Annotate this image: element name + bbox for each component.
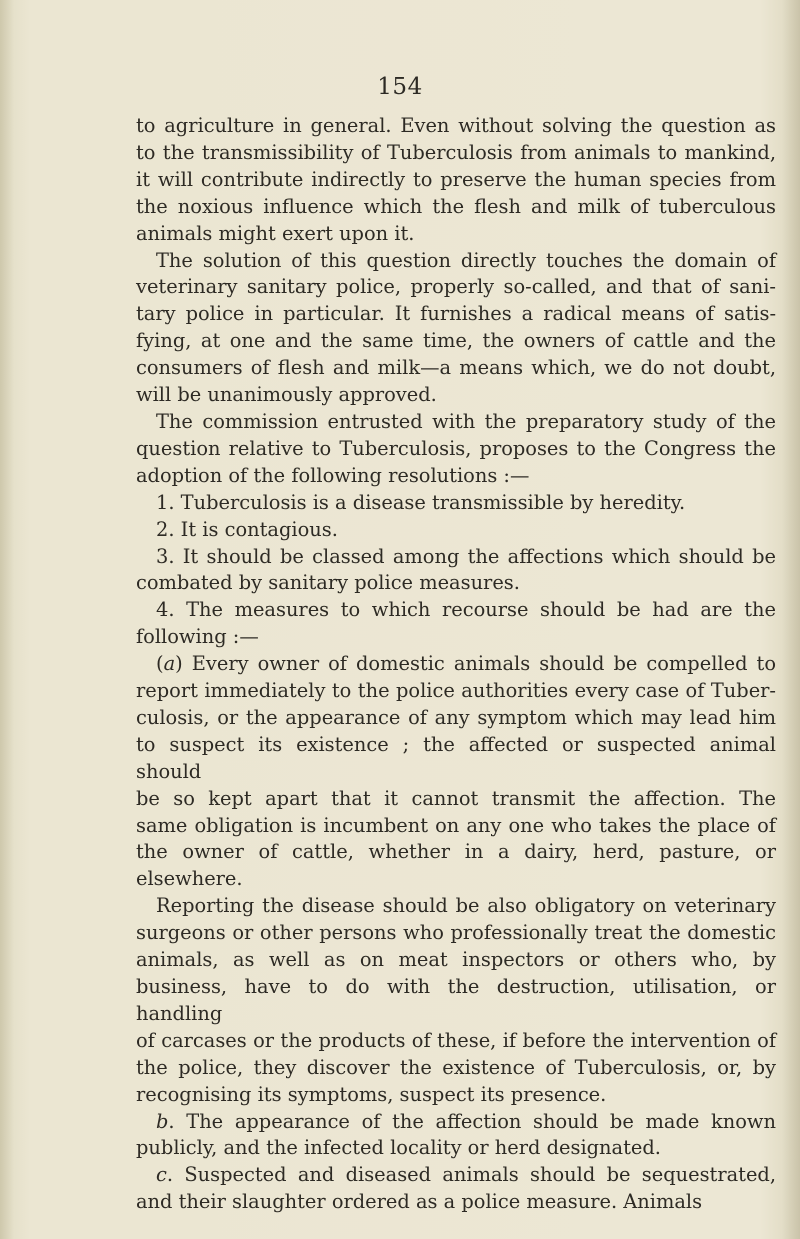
resolution-2 <box>136 517 776 544</box>
paragraph <box>136 409 776 490</box>
text-line: adoption of the following resolutions :— <box>136 463 530 487</box>
text-line: the police, they discover the existence of Tuberculosis, or, by <box>136 1055 776 1079</box>
paragraph <box>136 893 776 1108</box>
text-line: following :— <box>136 625 259 649</box>
text-line: Reporting the disease should be also obligatory on veterinary <box>156 894 776 918</box>
text-line: publicly, and the infected locality or herd designated. <box>136 1136 661 1160</box>
text-line: tary police in particular. It furnishes a radical means of satis- <box>136 302 776 326</box>
text-line: culosis, or the appearance of any symptom which may lead him <box>136 705 776 729</box>
enumerator-letter: a <box>163 652 176 676</box>
text-line: 4. The measures to which recourse should be had are the <box>156 598 776 622</box>
enumerator-letter: c <box>156 1163 167 1187</box>
text-line: recognising its symptoms, suspect its presence. <box>136 1082 607 1106</box>
text-line: it will contribute indirectly to preserve the human species from <box>136 167 776 191</box>
text-line: will be unanimously approved. <box>136 383 437 407</box>
text-line: same obligation is incumbent on any one who takes the place of <box>136 813 776 837</box>
text-line: consumers of flesh and milk—a means which, we do not doubt, <box>136 356 776 380</box>
text-line: to the transmissibility of Tuberculosis from animals to mankind, <box>136 140 776 164</box>
text-line: and their slaughter ordered as a police measure. Animals <box>136 1190 703 1214</box>
text-line: b. The appearance of the affection should be made known <box>156 1109 776 1133</box>
text-line: fying, at one and the same time, the owners of cattle and the <box>136 329 776 353</box>
page-edge-shadow <box>782 0 800 1239</box>
text-line: combated by sanitary police measures. <box>136 571 520 595</box>
page-gutter-shadow <box>0 0 14 1239</box>
text-line: (a) Every owner of domestic animals should be compelled to <box>156 652 776 676</box>
text-line: The commission entrusted with the preparatory study of the <box>156 409 776 433</box>
text-line: animals, as well as on meat inspectors or others who, by <box>136 948 776 972</box>
text-line: veterinary sanitary police, properly so-called, and that of sani- <box>136 275 776 299</box>
text-line: 2. It is contagious. <box>156 517 338 541</box>
paragraph <box>136 248 776 409</box>
text-line: the owner of cattle, whether in a dairy, herd, pasture, or elsewhere. <box>136 840 776 891</box>
text-line: c. Suspected and diseased animals should be sequestrated, <box>156 1163 776 1187</box>
measure-b <box>136 1109 776 1163</box>
measure-c <box>136 1162 776 1216</box>
text-line: of carcases or the products of these, if before the intervention of <box>136 1028 776 1052</box>
text-line: to agriculture in general. Even without solving the question as <box>136 114 776 137</box>
page-number: 154 <box>377 74 423 100</box>
resolution-4 <box>136 597 776 651</box>
resolution-3 <box>136 544 776 598</box>
text-line: 3. It should be classed among the affections which should be <box>156 544 776 568</box>
text-line: the noxious influence which the flesh and milk of tuberculous <box>136 194 776 218</box>
text-line: to suspect its existence ; the affected or suspected animal should <box>136 732 776 783</box>
paragraph <box>136 113 776 248</box>
enumerator-letter: b <box>156 1109 169 1133</box>
text-line: animals might exert upon it. <box>136 221 415 245</box>
text-line: report immediately to the police authorities every case of Tuber- <box>136 679 776 703</box>
text-line: 1. Tuberculosis is a disease transmissible by heredity. <box>156 490 686 514</box>
text-line: be so kept apart that it cannot transmit the affection. The <box>136 786 776 810</box>
resolution-1 <box>136 490 776 517</box>
text-line: The solution of this question directly touches the domain of <box>156 248 776 272</box>
text-line: business, have to do with the destruction, utilisation, or handling <box>136 975 776 1025</box>
measure-a <box>136 651 776 893</box>
body-text <box>136 113 776 1216</box>
text-line: question relative to Tuberculosis, proposes to the Congress the <box>136 436 776 460</box>
text-line: surgeons or other persons who professionally treat the domestic <box>136 921 776 945</box>
